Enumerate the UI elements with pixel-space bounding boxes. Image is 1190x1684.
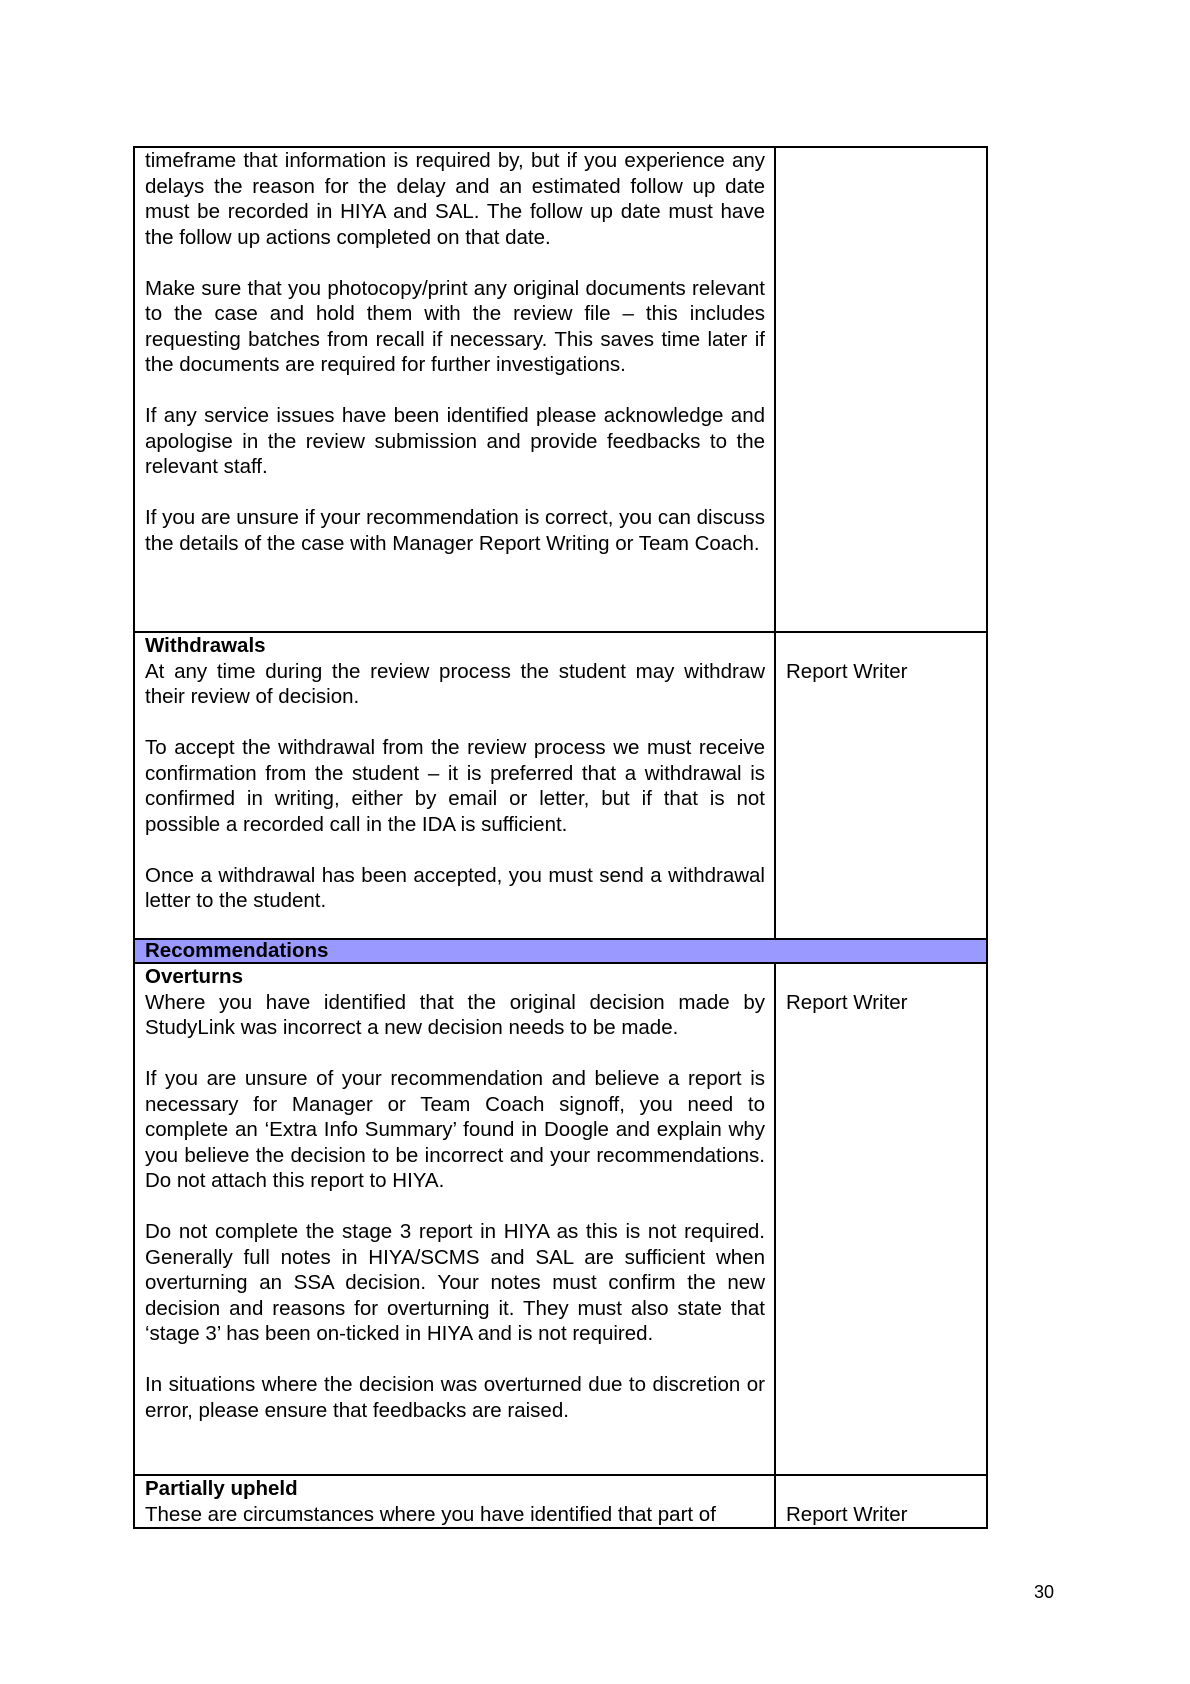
paragraph: Once a withdrawal has been accepted, you must send a withdrawal letter to the student. [145, 863, 765, 912]
table-row [134, 1475, 987, 1528]
table-row [134, 632, 987, 939]
section-header-row [134, 939, 987, 963]
description-cell [134, 147, 775, 632]
description-cell [134, 632, 775, 939]
description-cell [134, 1475, 775, 1528]
paragraph: If you are unsure of your recommendation and believe a report is necessary for Manager or Team Coach signoff, you need to complete an ‘Extra Info Summary’ found in Doogle and explain why you believe the decision to be incorrect and your recommendations. Do not attach this report to HIYA. [145, 1067, 765, 1192]
responsible-label: Report Writer [786, 659, 908, 683]
paragraph: In situations where the decision was overturned due to discretion or error, please ensure that feedbacks are raised. [145, 1373, 765, 1422]
section-header: Recommendations [134, 939, 987, 963]
responsible-cell [775, 147, 987, 632]
procedure-table [133, 146, 988, 1529]
description-cell [134, 963, 775, 1475]
paragraph: timeframe that information is required by, but if you experience any delays the reason for the delay and an estimated follow up date must be recorded in HIYA and SAL. The follow up date must have the follow up actions completed on that date. [145, 149, 765, 249]
paragraph: Where you have identified that the original decision made by StudyLink was incorrect a new decision needs to be made. [145, 990, 765, 1039]
responsible-label: Report Writer [786, 990, 908, 1014]
page-number: 30 [1034, 1582, 1055, 1602]
row-heading: Withdrawals [145, 634, 266, 657]
table-row [134, 963, 987, 1475]
row-heading: Partially upheld [145, 1477, 298, 1500]
responsible-cell [775, 963, 987, 1475]
paragraph: To accept the withdrawal from the review process we must receive confirmation from the student – it is preferred that a withdrawal is confirmed in writing, either by email or letter, but if that is not possible a recorded call in the IDA is sufficient. [145, 736, 765, 836]
paragraph: If you are unsure if your recommendation is correct, you can discuss the details of the case with Manager Report Writing or Team Coach. [145, 506, 765, 555]
responsible-cell [775, 632, 987, 939]
table-row [134, 147, 987, 632]
paragraph: If any service issues have been identified please acknowledge and apologise in the review submission and provide feedbacks to the relevant staff. [145, 404, 765, 478]
row-heading: Overturns [145, 965, 243, 988]
responsible-cell [775, 1475, 987, 1528]
paragraph: At any time during the review process the student may withdraw their review of decision. [145, 659, 765, 708]
responsible-label: Report Writer [786, 1502, 908, 1526]
paragraph: Do not complete the stage 3 report in HIYA as this is not required. Generally full notes in HIYA/SCMS and SAL are sufficient when overturning an SSA decision. Your notes must confirm the new decision and reasons for overturning it. They must also state that ‘stage 3’ has been on-ticked in HIYA and is not required. [145, 1220, 765, 1345]
paragraph: Make sure that you photocopy/print any original documents relevant to the case and hold them with the review file – this includes requesting batches from recall if necessary. This saves time later if the documents are required for further investigations. [145, 276, 765, 376]
paragraph: These are circumstances where you have identified that part of [145, 1502, 716, 1526]
